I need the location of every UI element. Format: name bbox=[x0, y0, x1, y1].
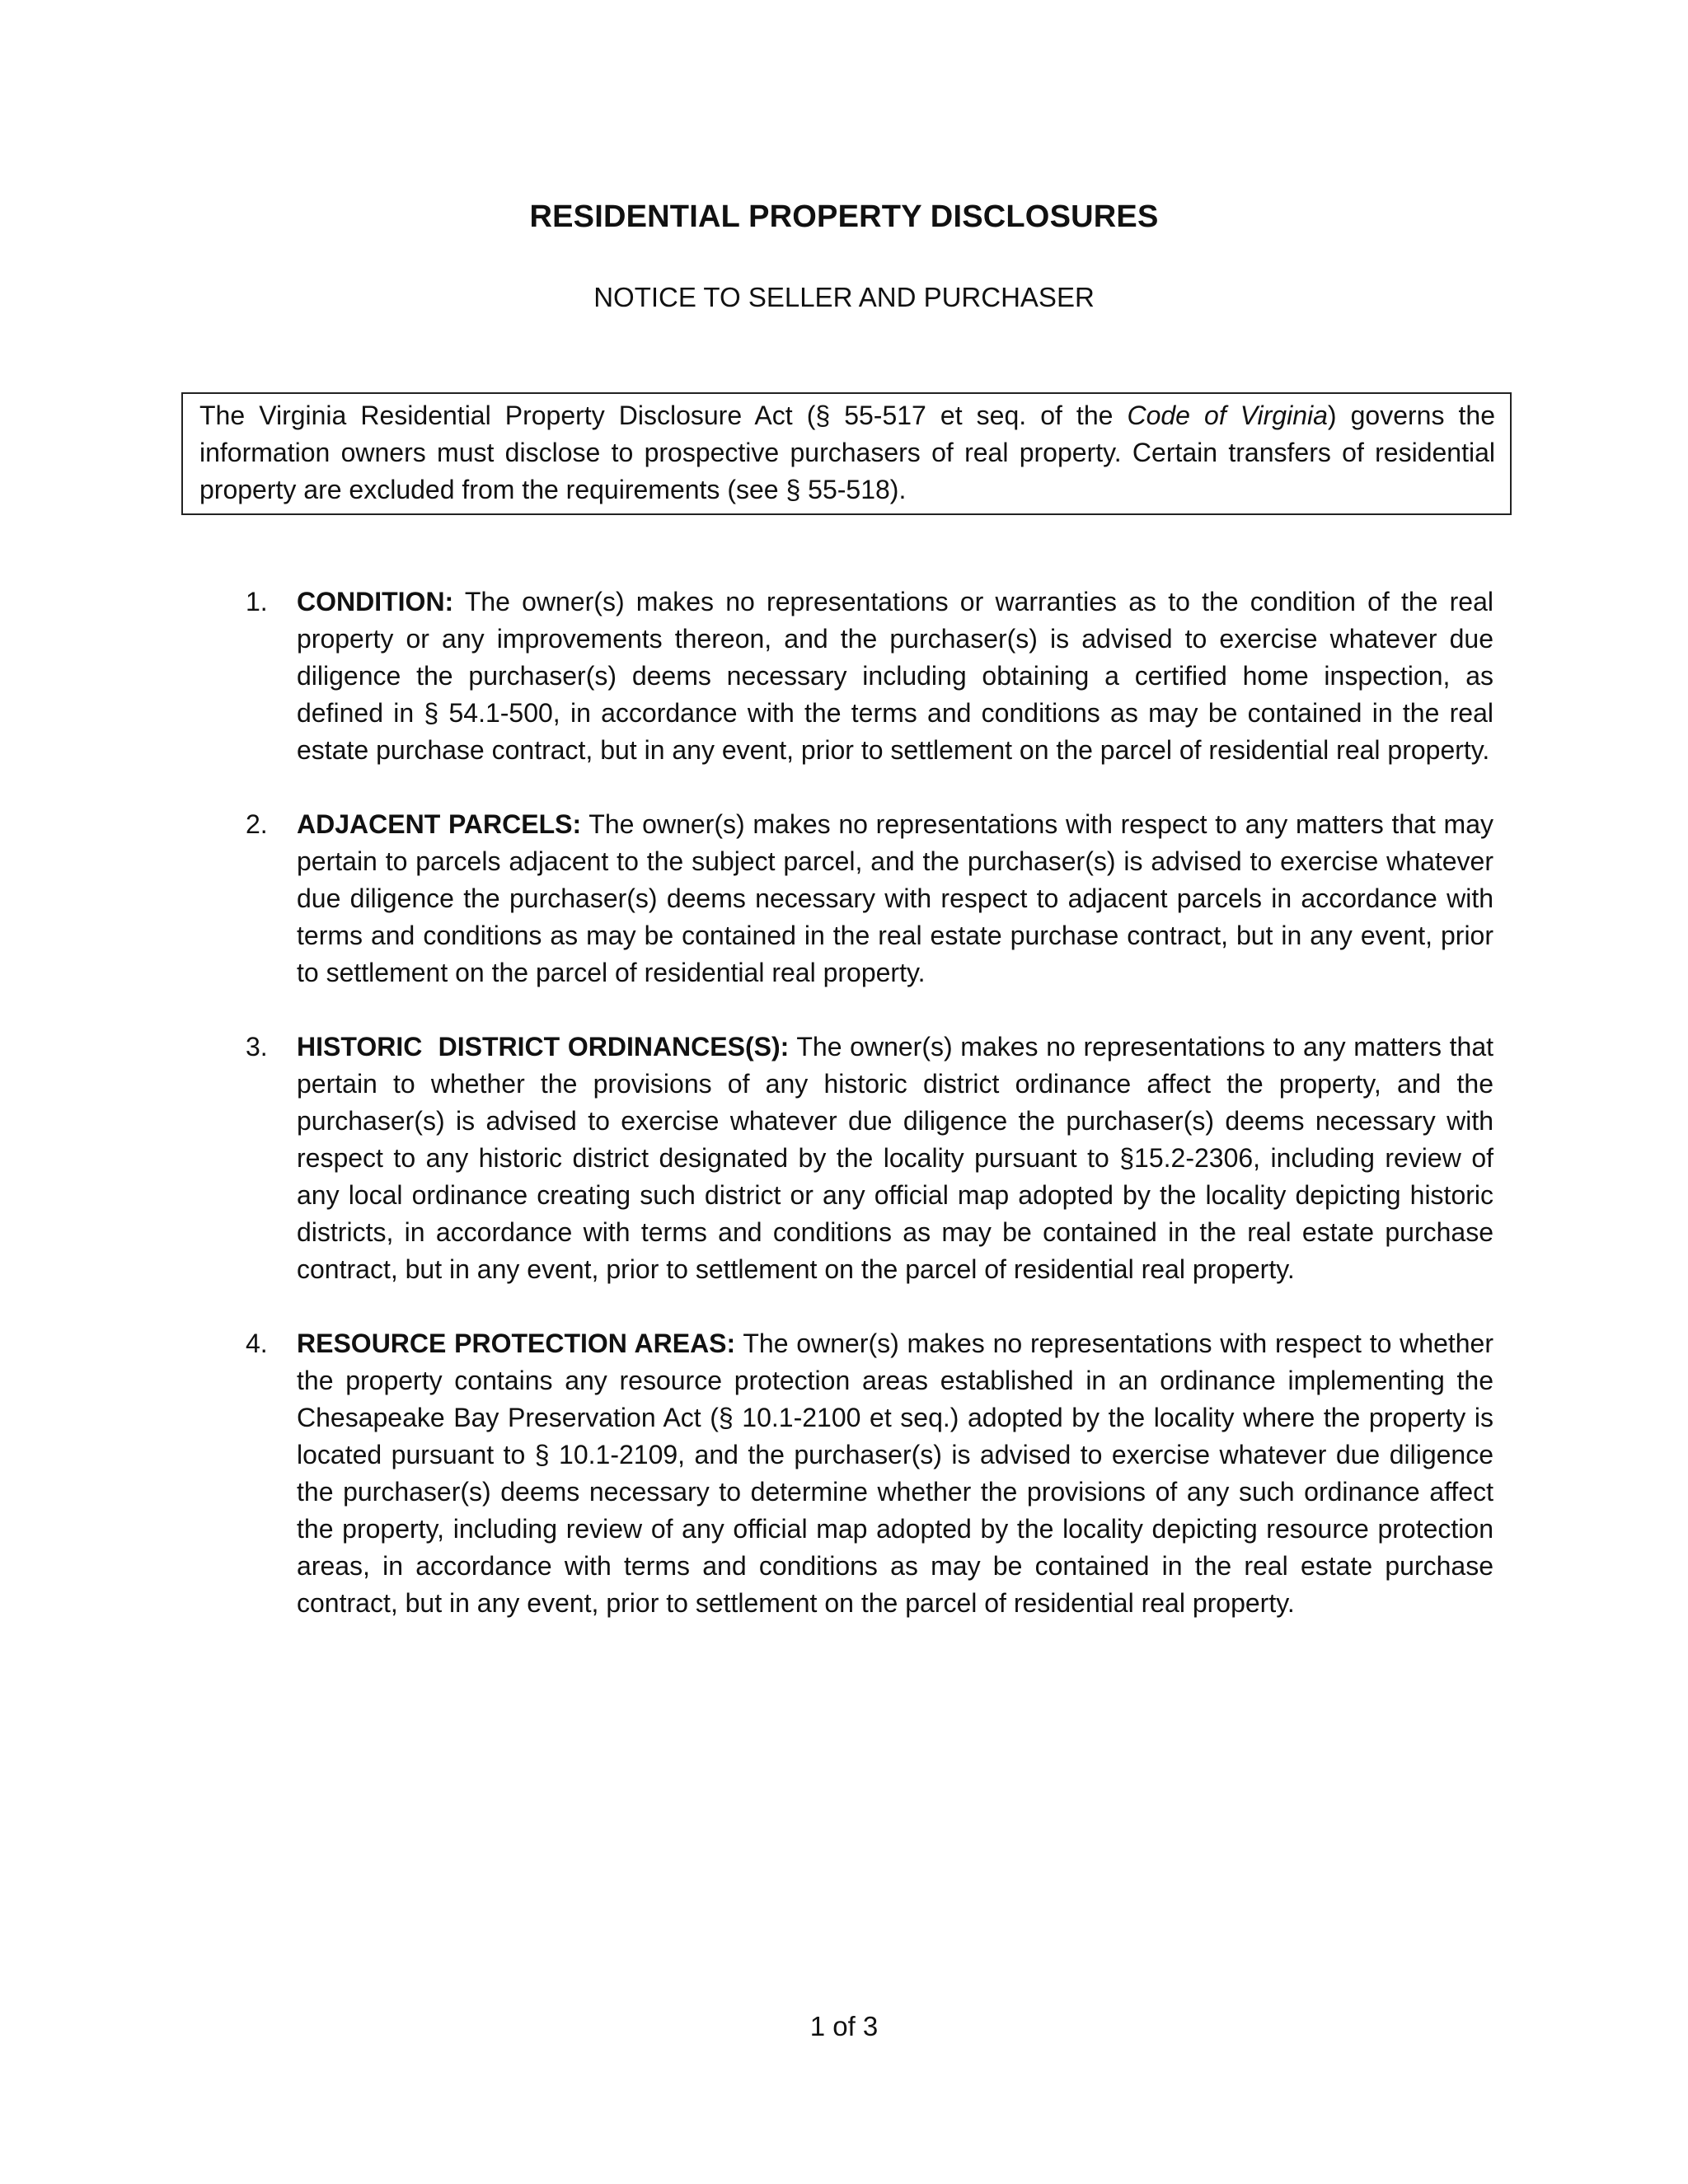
disclosure-list bbox=[246, 583, 1494, 1659]
item-body: The owner(s) makes no representations to any matters that pertain to whether the provisions of any historic district ordinance affect the property, and the purchaser(s) is advised to exercise whatever due diligence the purchaser(s) deems necessary with respect to any historic district designated by the locality pursuant to §15.2-2306, including review of any local ordinance creating such district or any official map adopted by the locality depicting historic districts, in accordance with terms and conditions as may be contained in the real estate purchase contract, but in any event, prior to settlement on the parcel of residential real property. bbox=[297, 1032, 1494, 1284]
disclosure-item-condition bbox=[246, 583, 1493, 769]
notice-text-after: ) governs the information owners must disclose to prospective purchasers of real property. Certain transfers of residential property are excluded from the requirements (see § 55-518). bbox=[199, 401, 1495, 504]
page-number: 1 of 3 bbox=[809, 2011, 879, 2041]
item-heading: ADJACENT PARCELS: bbox=[297, 809, 582, 839]
item-heading: HISTORIC DISTRICT ORDINANCES(S): bbox=[297, 1032, 790, 1062]
notice-box bbox=[181, 392, 1512, 515]
item-number: 1. bbox=[246, 587, 268, 616]
notice-text bbox=[199, 397, 1495, 509]
item-body: The owner(s) makes no representations with respect to whether the property contains any resource protection areas established in an ordinance implementing the Chesapeake Bay Preservation Act (§ 10.1-2100 et seq.) adopted by the locality where the property is located pursuant to § 10.1-2109, and the purchaser(s) is advised to exercise whatever due diligence the purchaser(s) deems necessary to determine whether the provisions of any such ordinance affect the property, including review of any official map adopted by the locality depicting resource protection areas, in accordance with terms and conditions as may be contained in the real estate purchase contract, but in any event, prior to settlement on the parcel of residential real property. bbox=[297, 1329, 1494, 1618]
notice-text-before: The Virginia Residential Property Disclosure Act (§ 55-517 et seq. of the bbox=[199, 401, 1128, 430]
item-number: 2. bbox=[246, 809, 268, 839]
item-number: 4. bbox=[246, 1329, 268, 1358]
item-body: The owner(s) makes no representations with respect to any matters that may pertain to parcels adjacent to the subject parcel, and the purchaser(s) is advised to exercise whatever due diligence the purchaser(s) deems necessary with respect to adjacent parcels in accordance with terms and conditions as may be contained in the real estate purchase contract, but in any event, prior to settlement on the parcel of residential real property. bbox=[297, 809, 1494, 987]
item-heading: CONDITION: bbox=[297, 587, 454, 616]
disclosure-item-adjacent-parcels bbox=[246, 806, 1494, 991]
item-number: 3. bbox=[246, 1032, 268, 1062]
notice-code-reference: Code of Virginia bbox=[1127, 401, 1328, 430]
document-subtitle: NOTICE TO SELLER AND PURCHASER bbox=[593, 282, 1095, 312]
disclosure-item-historic-district bbox=[246, 1029, 1494, 1288]
item-body: The owner(s) makes no representations or warranties as to the condition of the real property or any improvements thereon, and the purchaser(s) is advised to exercise whatever due diligence the purchaser(s) deems necessary including obtaining a certified home inspection, as defined in § 54.1-500, in accordance with the terms and conditions as may be contained in the real estate purchase contract, but in any event, prior to settlement on the parcel of residential real property. bbox=[297, 587, 1493, 765]
item-heading: RESOURCE PROTECTION AREAS: bbox=[297, 1329, 736, 1358]
document-title: RESIDENTIAL PROPERTY DISCLOSURES bbox=[529, 199, 1159, 234]
disclosure-item-resource-protection bbox=[246, 1325, 1494, 1622]
